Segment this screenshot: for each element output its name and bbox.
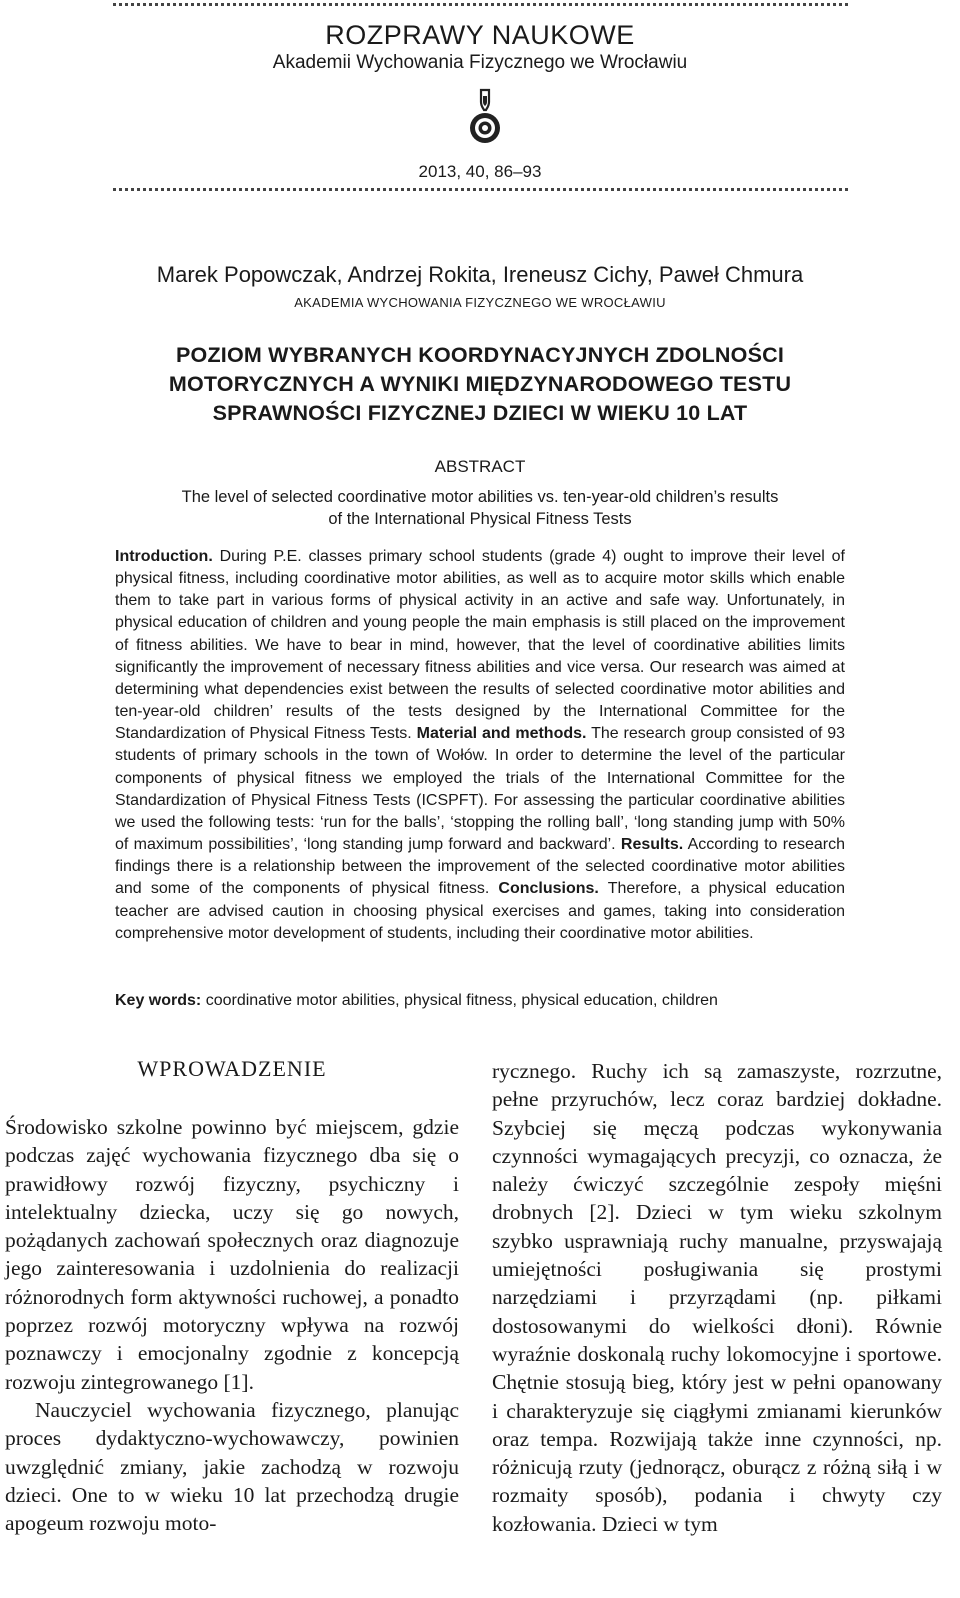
abstract-intro-text: During P.E. classes primary school students (grade 4) ought to improve their level of physical fitness, including coordinative motor abilities, as well as to acquire motor skills which enable them to take part in various forms of physical activity in an active and safe way. Unfortunately, in physical education of children and young people the main emphasis is still placed on the improvement of fitness abilities. We have to bear in mind, however, that the level of coordinative abilities limits significantly the improvement of necessary fitness abilities and vice versa. Our research was aimed at determining what dependencies exist between the results of selected coordinative motor abilities and ten-year-old children’ results of the tests designed by the International Committee for the Standardization of Physical Fitness Tests.	[115, 548, 845, 743]
top-dotted-rule	[113, 3, 848, 6]
section-heading: WPROWADZENIE	[137, 1056, 327, 1081]
body-paragraph: Nauczyciel wychowania fizycznego, planując proces dydaktyczno-wychowawczy, powinien uwzględnić zmiany, jakie zachodzą w rozwoju dzieci. One to w wieku 10 lat przechodzą drugie apogeum rozwoju moto-	[5, 1397, 459, 1536]
body-paragraph: Środowisko szkolne powinno być miejscem, gdzie podczas zajęć wychowania fizycznego dba się o prawidłowy rozwój fizyczny, psychiczny i intelektualny dziecka, uczy się go nowych, pożądanych zachowań społecznych oraz diagnozuje jego zainteresowania i uzdolnienia do realizacji różnorodnych form aktywności ruchowej, a ponadto poprzez rozwój motoryczny wpływa na rozwój poznawczy i emocjonalny zgodnie z koncepcją rozwoju zintegrowanego [1].	[5, 1115, 459, 1394]
abstract-conclusions-text: Therefore, a physical education teacher are advised caution in choosing physical exercises and games, taking into consideration comprehensive motor development of students, including their coordinative motor abilities.	[115, 880, 845, 942]
citation: 2013, 40, 86–93	[418, 162, 542, 181]
body-paragraph: rycznego. Ruchy ich są zamaszyste, rozrzutne, pełne przyruchów, lecz coraz bardziej dokładne. Szybciej się męczą podczas wykonywania czynności wymagających precyzji, co oznacza, że należy ćwiczyć szczególnie zespoły mięśni drobnych [2]. Dzieci w tym wieku szkolnym szybko usprawniają ruchy manualne, przyswajają umiejętności posługiwania się prostymi narzędziami i przyrządami (np. piłkami dostosowanymi do wielkości dłoni). Równie wyraźnie doskonalą ruchy lokomocyjne i sportowe. Chętnie stosują bieg, który jest w pełni opanowany i charakteryzuje się ciągłymi zmianami kierunków oraz tempa. Rozwijają także inne czynności, np. różnicują rzuty (jednorącz, oburącz z różną siłą i w rozmaity sposób), podania i chwyty czy kozłowania. Dzieci w tym	[492, 1059, 942, 1536]
body-right-column	[492, 1057, 942, 1538]
keywords	[115, 992, 845, 1010]
keywords-text: coordinative motor abilities, physical fitness, physical education, children	[201, 992, 718, 1009]
header-dotted-rule	[113, 188, 848, 191]
affiliation: AKADEMIA WYCHOWANIA FIZYCZNEGO WE WROCŁAWIU	[294, 295, 666, 310]
abstract-heading: ABSTRACT	[434, 457, 526, 476]
abstract-methods-label: Material and methods.	[411, 725, 587, 743]
abstract-methods-text: The research group consisted of 93 students of primary schools in the town of Wołów. In order to determine the level of the particular components of physical fitness we employed the trials of the International Committee for the Standardization of Physical Fitness Tests (ICSPFT). For assessing the particular coordinative abilities we used the following tests: ‘run for the balls’, ‘stopping the rolling ball’, ‘long standing jump with 50% of maximum possibilities’, ‘long standing jump forward and backward’.	[115, 725, 846, 854]
body-left-column	[5, 1113, 459, 1537]
abstract-conclusions-label: Conclusions.	[489, 880, 599, 898]
abstract-results-text: According to research findings there is a relationship between the improvement of the selected coordinative motor abilities and some of the components of physical fitness.	[115, 836, 846, 898]
title-pl-line: POZIOM WYBRANYCH KOORDYNACYJNYCH ZDOLNOŚCI	[175, 343, 785, 367]
abstract-intro-label: Introduction.	[115, 548, 213, 565]
article-title-english	[0, 486, 960, 530]
title-pl-line: SPRAWNOŚCI FIZYCZNEJ DZIECI W WIEKU 10 LAT	[212, 401, 748, 425]
title-en-line: The level of selected coordinative motor abilities vs. ten-year-old children’s results	[181, 488, 779, 506]
journal-subtitle: Akademii Wychowania Fizycznego we Wrocławiu	[272, 52, 688, 73]
title-pl-line: MOTORYCZNYCH A WYNIKI MIĘDZYNARODOWEGO TESTU	[168, 372, 792, 396]
keywords-label: Key words:	[115, 992, 202, 1009]
title-en-line: of the International Physical Fitness Tests	[328, 510, 632, 528]
journal-title: ROZPRAWY NAUKOWE	[325, 20, 635, 50]
authors: Marek Popowczak, Andrzej Rokita, Ireneusz Cichy, Paweł Chmura	[156, 262, 804, 287]
abstract-results-label: Results.	[615, 836, 684, 854]
journal-logo-icon	[467, 88, 503, 148]
abstract-body	[115, 546, 845, 945]
article-title-polish	[0, 341, 960, 428]
